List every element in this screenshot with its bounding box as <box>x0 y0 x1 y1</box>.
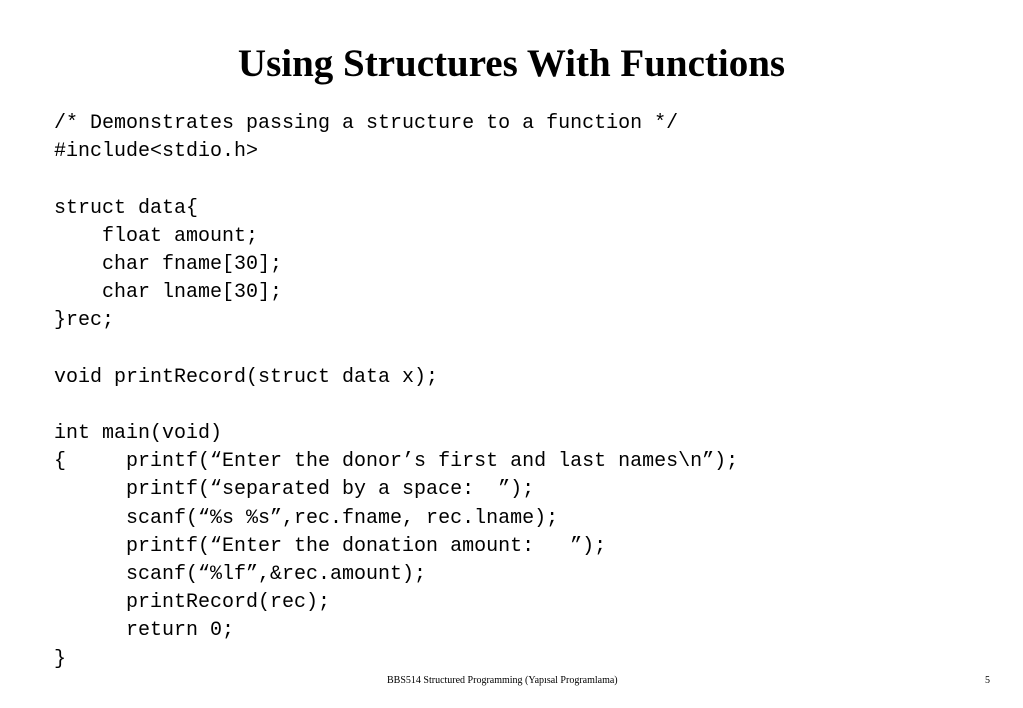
code-line: struct data{ <box>54 196 199 220</box>
code-line: { printf(“Enter the donor’s first and last names\n”); <box>54 450 739 474</box>
code-line: printf(“separated by a space: ”); <box>54 478 535 502</box>
code-line <box>54 336 738 364</box>
code-line: } <box>54 647 67 671</box>
code-line: scanf(“%lf”,&rec.amount); <box>54 563 427 586</box>
code-line: /* Demonstrates passing a structure to a function */ <box>54 112 679 135</box>
code-line: return 0; <box>54 619 235 643</box>
footer-course-name: BBS514 Structured Programming (Yapısal Programlama) <box>387 675 618 686</box>
footer-page-number: 5 <box>985 675 990 686</box>
code-line: printf(“Enter the donation amount: ”); <box>54 534 607 558</box>
code-line: #include<stdio.h> <box>54 140 259 164</box>
code-line <box>54 392 738 420</box>
code-line: float amount; <box>54 224 259 248</box>
slide-title: Using Structures With Functions <box>237 42 786 85</box>
code-line: int main(void) <box>54 422 223 446</box>
code-line <box>54 166 738 194</box>
code-line: char fname[30]; <box>54 252 283 276</box>
code-line: }rec; <box>54 309 115 333</box>
code-line: void printRecord(struct data x); <box>54 365 439 389</box>
code-line: char lname[30]; <box>54 281 283 305</box>
code-line: scanf(“%s %s”,rec.fname, rec.lname); <box>54 506 559 530</box>
code-line: printRecord(rec); <box>54 591 331 615</box>
code-block <box>54 110 738 674</box>
